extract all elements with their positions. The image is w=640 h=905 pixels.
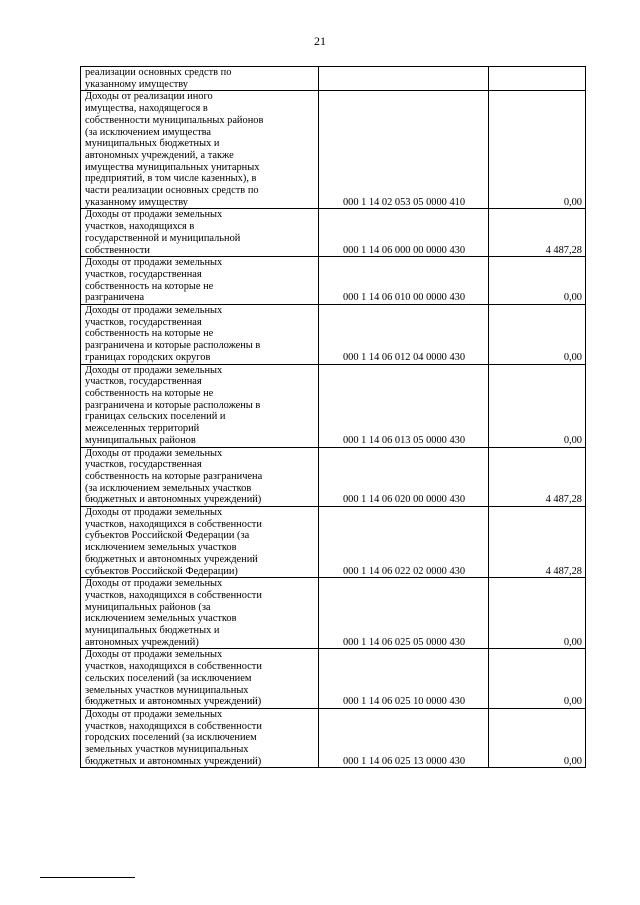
income-description-cell: Доходы от продажи земельных участков, находящихся в собственности муниципальных районов (за исключением земельных участков муниципальных бюджетных и автономных учреждений) bbox=[81, 578, 319, 649]
income-description-cell: Доходы от продажи земельных участков, находящихся в собственности сельских поселений (за исключением земельных участков муниципальных бюджетных и автономных учреждений) bbox=[81, 649, 319, 709]
amount-cell bbox=[489, 67, 586, 91]
budget-classification-code-cell: 000 1 14 06 012 04 0000 430 bbox=[319, 305, 489, 365]
table-row bbox=[81, 67, 586, 91]
budget-classification-code-cell: 000 1 14 06 010 00 0000 430 bbox=[319, 257, 489, 305]
amount-cell: 0,00 bbox=[489, 649, 586, 709]
table-row bbox=[81, 305, 586, 365]
income-description-cell: Доходы от реализации иного имущества, находящегося в собственности муниципальных районов (за исключением имущества муниципальных бюджетных и автономных учреждений, а также имущества муниципальных унитарных предприятий, в том числе казенных), в части реализации основных средств по указанному имуществу bbox=[81, 91, 319, 209]
amount-cell: 4 487,28 bbox=[489, 447, 586, 507]
amount-cell: 0,00 bbox=[489, 578, 586, 649]
income-description-cell: Доходы от продажи земельных участков, государственная собственность на которые разграничена (за исключением земельных участков бюджетных и автономных учреждений) bbox=[81, 447, 319, 507]
amount-cell: 4 487,28 bbox=[489, 507, 586, 578]
amount-cell: 0,00 bbox=[489, 305, 586, 365]
budget-classification-code-cell: 000 1 14 06 025 05 0000 430 bbox=[319, 578, 489, 649]
budget-classification-code-cell: 000 1 14 06 025 13 0000 430 bbox=[319, 708, 489, 768]
budget-classification-code-cell: 000 1 14 02 053 05 0000 410 bbox=[319, 91, 489, 209]
budget-classification-code-cell: 000 1 14 06 000 00 0000 430 bbox=[319, 209, 489, 257]
budget-classification-code-cell: 000 1 14 06 020 00 0000 430 bbox=[319, 447, 489, 507]
budget-classification-code-cell bbox=[319, 67, 489, 91]
table-row bbox=[81, 578, 586, 649]
revenue-table-body bbox=[81, 67, 586, 768]
budget-classification-code-cell: 000 1 14 06 022 02 0000 430 bbox=[319, 507, 489, 578]
table-row bbox=[81, 649, 586, 709]
table-row bbox=[81, 209, 586, 257]
table-row bbox=[81, 447, 586, 507]
budget-classification-code-cell: 000 1 14 06 013 05 0000 430 bbox=[319, 364, 489, 447]
amount-cell: 0,00 bbox=[489, 708, 586, 768]
income-description-cell: Доходы от продажи земельных участков, государственная собственность на которые не разграничена bbox=[81, 257, 319, 305]
amount-cell: 0,00 bbox=[489, 91, 586, 209]
table-row bbox=[81, 257, 586, 305]
revenue-table bbox=[80, 66, 586, 768]
income-description-cell: Доходы от продажи земельных участков, государственная собственность на которые не разграничена и которые расположены в границах городских округов bbox=[81, 305, 319, 365]
amount-cell: 0,00 bbox=[489, 257, 586, 305]
page-number: 21 bbox=[314, 34, 326, 48]
table-row bbox=[81, 708, 586, 768]
income-description-cell: Доходы от продажи земельных участков, государственная собственность на которые не разграничена и которые расположены в границах сельских поселений и межселенных территорий муниципальных районов bbox=[81, 364, 319, 447]
table-row bbox=[81, 91, 586, 209]
income-description-cell: Доходы от продажи земельных участков, находящихся в собственности субъектов Российской Федерации (за исключением земельных участков бюджетных и автономных учреждений субъектов Российской Федерации) bbox=[81, 507, 319, 578]
budget-classification-code-cell: 000 1 14 06 025 10 0000 430 bbox=[319, 649, 489, 709]
amount-cell: 0,00 bbox=[489, 364, 586, 447]
income-description-cell: Доходы от продажи земельных участков, находящихся в собственности городских поселений (за исключением земельных участков муниципальных бюджетных и автономных учреждений) bbox=[81, 708, 319, 768]
income-description-cell: реализации основных средств по указанному имуществу bbox=[81, 67, 319, 91]
income-description-cell: Доходы от продажи земельных участков, находящихся в государственной и муниципальной собственности bbox=[81, 209, 319, 257]
table-row bbox=[81, 364, 586, 447]
table-row bbox=[81, 507, 586, 578]
amount-cell: 4 487,28 bbox=[489, 209, 586, 257]
footnote-separator bbox=[40, 877, 135, 878]
